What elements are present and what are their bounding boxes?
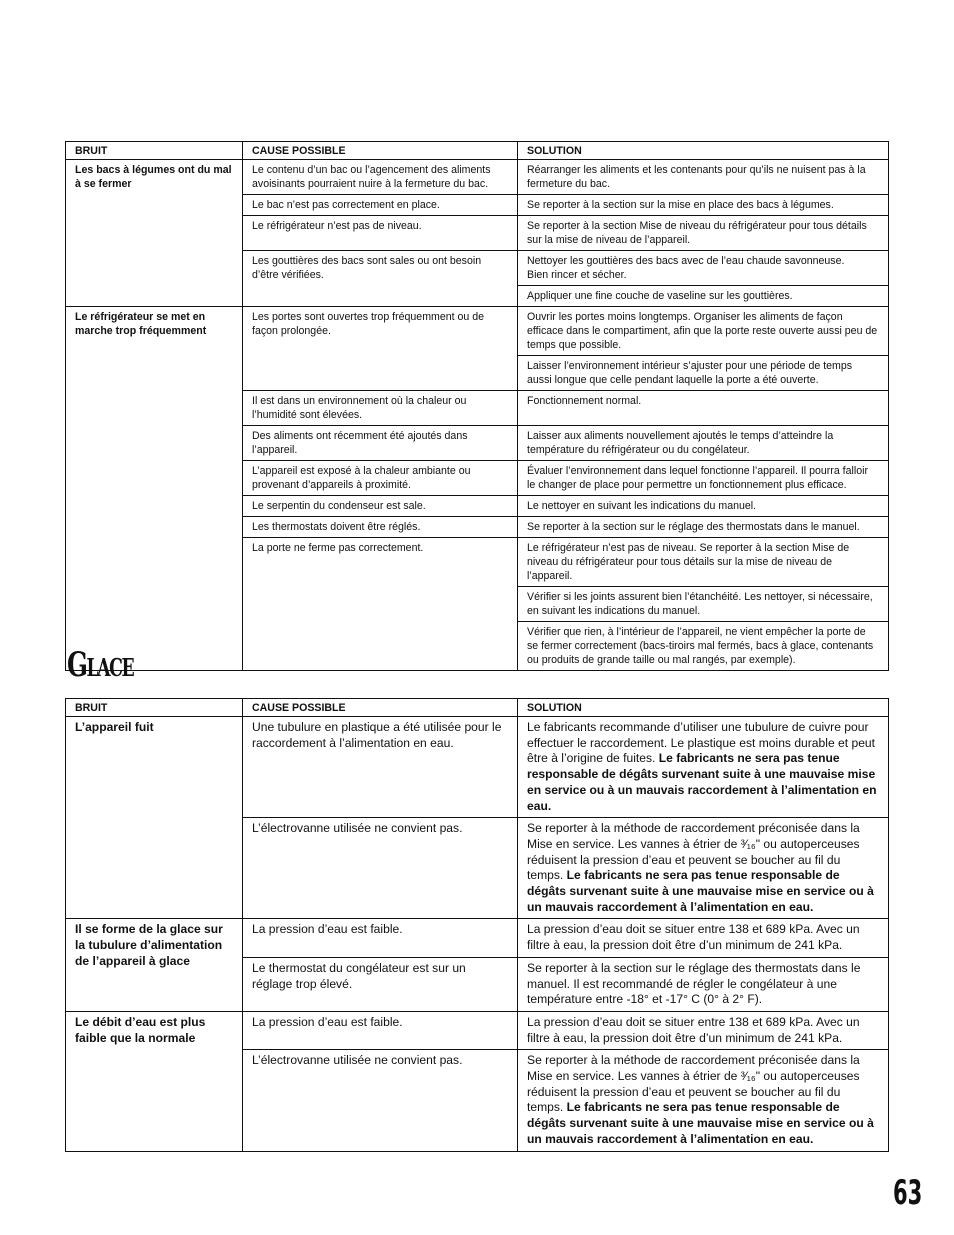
table-row xyxy=(66,919,889,957)
cause-cell: Les gouttières des bacs sont sales ou ont besoin d’être vérifiées. xyxy=(243,251,518,307)
cause-cell: Les portes sont ouvertes trop fréquemment ou de façon prolongée. xyxy=(243,307,518,391)
page-number: 63 xyxy=(893,1173,923,1213)
table-row xyxy=(66,1011,889,1049)
ice-troubleshooting-table xyxy=(65,698,889,1152)
cause-cell: La porte ne ferme pas correctement. xyxy=(243,538,518,671)
refrigerator-troubleshooting-table xyxy=(65,141,889,671)
header-cause: CAUSE POSSIBLE xyxy=(243,142,518,160)
cause-cell: Le bac n’est pas correctement en place. xyxy=(243,195,518,216)
solution-cell: Le réfrigérateur n’est pas de niveau. Se reporter à la section Mise de niveau du réfrigérateur pour tous détails sur la mise de niveau de l’appareil. xyxy=(518,538,889,587)
cause-cell: Des aliments ont récemment été ajoutés dans l’appareil. xyxy=(243,426,518,461)
solution-cell: Se reporter à la section sur la mise en place des bacs à légumes. xyxy=(518,195,889,216)
solution-line: Bien rincer et sécher. xyxy=(527,269,627,281)
section-title-text: Glace xyxy=(67,645,134,685)
solution-cell xyxy=(518,251,889,286)
solution-cell: Laisser l’environnement intérieur s’ajuster pour une période de temps aussi longue que celle pendant laquelle la porte a été ouverte. xyxy=(518,356,889,391)
solution-cell: Vérifier si les joints assurent bien l’étanchéité. Les nettoyer, si nécessaire, en suivant les indications du manuel. xyxy=(518,587,889,622)
cause-cell: Les thermostats doivent être réglés. xyxy=(243,517,518,538)
cause-cell: L’électrovanne utilisée ne convient pas. xyxy=(243,1050,518,1151)
header-solution: SOLUTION xyxy=(518,142,889,160)
solution-cell: Se reporter à la section sur le réglage des thermostats dans le manuel. Il est recommandé de régler le congélateur à une température entre -18° et -17° C (0° à 2° F). xyxy=(518,957,889,1011)
header-bruit: BRUIT xyxy=(66,699,243,717)
liability-notice: Le fabricants ne sera pas tenue responsable de dégâts survenant suite à une mauvaise mise en service ou à un mauvais raccordement à l’alimentation en eau. xyxy=(527,751,877,813)
solution-cell xyxy=(518,1050,889,1151)
cause-cell: Le contenu d’un bac ou l’agencement des aliments avoisinants pourraient nuire à la fermeture du bac. xyxy=(243,160,518,195)
header-solution: SOLUTION xyxy=(518,699,889,717)
solution-line: Nettoyer les gouttières des bacs avec de l’eau chaude savonneuse. xyxy=(527,255,845,267)
cause-cell: Le thermostat du congélateur est sur un réglage trop élevé. xyxy=(243,957,518,1011)
solution-cell xyxy=(518,818,889,919)
solution-cell: Appliquer une fine couche de vaseline sur les gouttières. xyxy=(518,286,889,307)
solution-cell: Fonctionnement normal. xyxy=(518,391,889,426)
header-bruit: BRUIT xyxy=(66,142,243,160)
solution-cell: Réarranger les aliments et les contenants pour qu’ils ne nuisent pas à la fermeture du bac. xyxy=(518,160,889,195)
solution-cell: Se reporter à la section Mise de niveau du réfrigérateur pour tous détails sur la mise de niveau de l’appareil. xyxy=(518,216,889,251)
solution-cell: Laisser aux aliments nouvellement ajoutés le temps d’atteindre la température du réfrigérateur ou du congélateur. xyxy=(518,426,889,461)
section-title xyxy=(67,645,133,685)
bruit-cell: Le débit d’eau est plus faible que la normale xyxy=(66,1011,243,1151)
cause-cell: L’électrovanne utilisée ne convient pas. xyxy=(243,818,518,919)
solution-cell xyxy=(518,717,889,818)
cause-cell: Une tubulure en plastique a été utilisée pour le raccordement à l’alimentation en eau. xyxy=(243,717,518,818)
solution-cell: Vérifier que rien, à l’intérieur de l’appareil, ne vient empêcher la porte de se fermer correctement (bacs-tiroirs mal fermés, bacs à glace, contenants ou produits de grande taille ou mal rangés, par exemple). xyxy=(518,622,889,671)
solution-text: Se reporter à la méthode de raccordement préconisée dans la Mise en service. Les vannes à étrier de ³⁄₁₆" ou autoperceuses réduisent la pression d’eau et peuvent se boucher au fil du temps. xyxy=(527,1053,860,1115)
table-row xyxy=(66,160,889,195)
cause-cell: La pression d’eau est faible. xyxy=(243,919,518,957)
bruit-cell: L’appareil fuit xyxy=(75,720,154,734)
solution-text: Le fabricants recommande d’utiliser une tubulure de cuivre pour effectuer le raccordement. Le plastique est moins durable et peut être à l’origine de fuites. xyxy=(527,720,876,766)
cause-cell: Le serpentin du condenseur est sale. xyxy=(243,496,518,517)
bruit-cell: Le réfrigérateur se met en marche trop fréquemment xyxy=(66,307,243,671)
solution-cell: Ouvrir les portes moins longtemps. Organiser les aliments de façon efficace dans le compartiment, afin que la porte reste ouverte aussi peu de temps que possible. xyxy=(518,307,889,356)
bruit-cell: Les bacs à légumes ont du mal à se fermer xyxy=(75,164,232,190)
solution-cell: Évaluer l’environnement dans lequel fonctionne l’appareil. Il pourra falloir le changer de place pour permettre un fonctionnement plus efficace. xyxy=(518,461,889,496)
solution-text: Se reporter à la méthode de raccordement préconisée dans la Mise en service. Les vannes à étrier de ³⁄₁₆" ou autoperceuses réduisent la pression d’eau et peuvent se boucher au fil du temps. xyxy=(527,821,860,883)
cause-cell: La pression d’eau est faible. xyxy=(243,1011,518,1049)
header-cause: CAUSE POSSIBLE xyxy=(243,699,518,717)
solution-cell: Se reporter à la section sur le réglage des thermostats dans le manuel. xyxy=(518,517,889,538)
cause-cell: Il est dans un environnement où la chaleur ou l’humidité sont élevées. xyxy=(243,391,518,426)
bruit-cell: Il se forme de la glace sur la tubulure d’alimentation de l’appareil à glace xyxy=(66,919,243,1012)
table-row xyxy=(66,307,889,356)
solution-cell: La pression d’eau doit se situer entre 138 et 689 kPa. Avec un filtre à eau, la pression doit être d’un minimum de 241 kPa. xyxy=(518,919,889,957)
cause-cell: Le réfrigérateur n’est pas de niveau. xyxy=(243,216,518,251)
liability-notice: Le fabricants ne sera pas tenue responsable de dégâts survenant suite à une mauvaise mise en service ou à un mauvais raccordement à l’alimentation en eau. xyxy=(527,1100,874,1146)
solution-cell: Le nettoyer en suivant les indications du manuel. xyxy=(518,496,889,517)
solution-cell: La pression d’eau doit se situer entre 138 et 689 kPa. Avec un filtre à eau, la pression doit être d’un minimum de 241 kPa. xyxy=(518,1011,889,1049)
liability-notice: Le fabricants ne sera pas tenue responsable de dégâts survenant suite à une mauvaise mise en service ou à un mauvais raccordement à l’alimentation en eau. xyxy=(527,868,874,914)
cause-cell: L’appareil est exposé à la chaleur ambiante ou provenant d’appareils à proximité. xyxy=(243,461,518,496)
table-row xyxy=(66,717,889,818)
